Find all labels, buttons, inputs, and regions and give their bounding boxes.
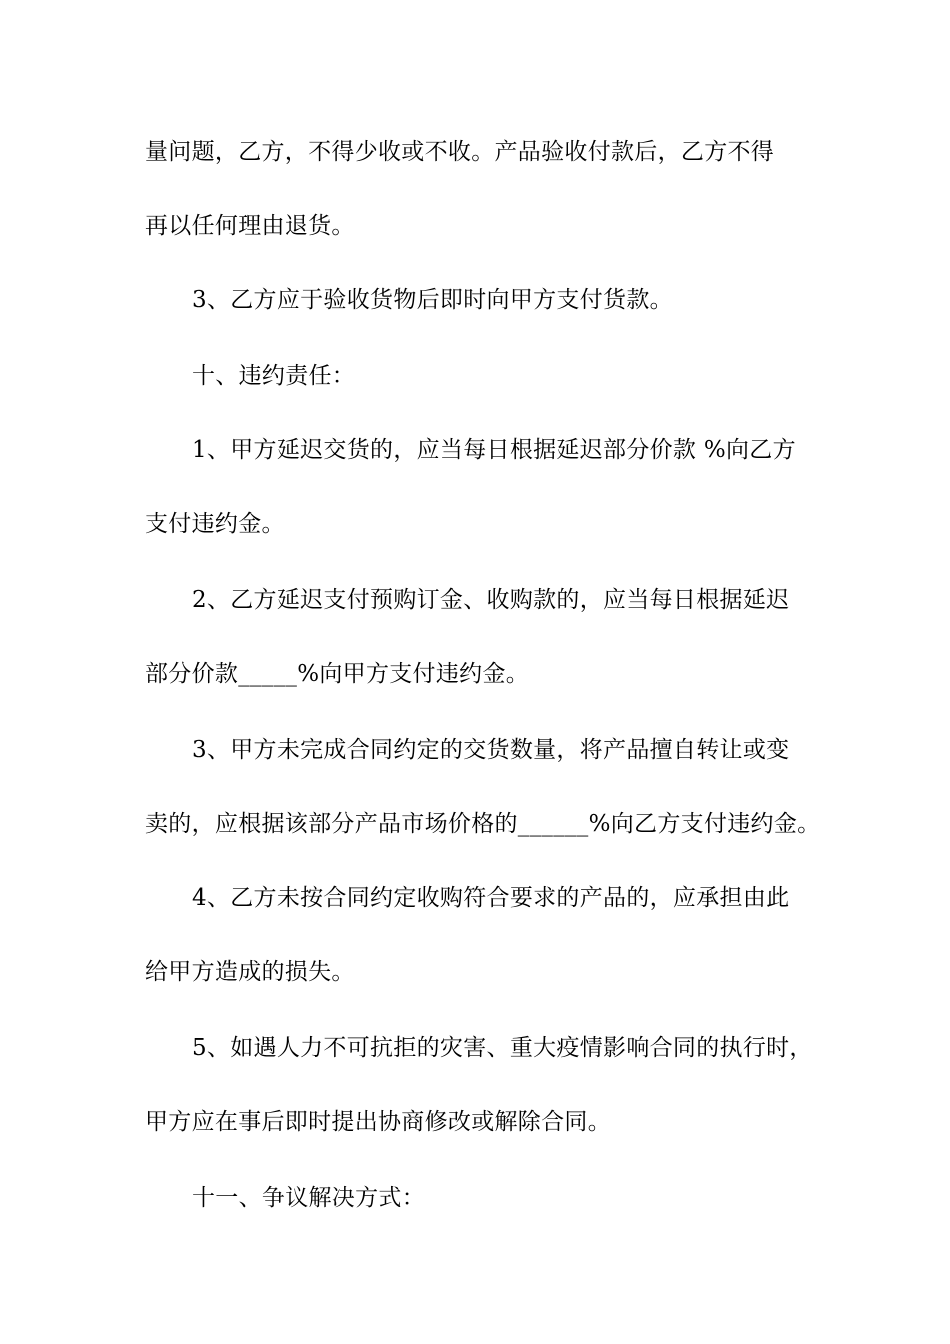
clause-2-late-payment: 2、乙方延迟支付预购订金、收购款的，应当每日根据延迟 [192, 587, 790, 613]
text-line: 给甲方造成的损失。 [145, 959, 355, 985]
text-line: 支付违约金。 [145, 511, 285, 537]
clause-5-force-majeure: 5、如遇人力不可抗拒的灾害、重大疫情影响合同的执行时， [192, 1035, 813, 1061]
text-line: 再以任何理由退货。 [145, 213, 355, 239]
clause-4-purchase: 4、乙方未按合同约定收购符合要求的产品的，应承担由此 [192, 885, 790, 911]
text-line: 卖的，应根据该部分产品市场价格的______%向乙方支付违约金。 [145, 811, 821, 837]
clause-3-quantity: 3、甲方未完成合同约定的交货数量，将产品擅自转让或变 [192, 737, 790, 763]
section-heading-liability: 十、违约责任： [192, 363, 356, 389]
text-line: 部分价款_____%向甲方支付违约金。 [145, 661, 530, 687]
text-line: 量问题，乙方，不得少收或不收。产品验收付款后，乙方不得 [145, 139, 775, 165]
section-heading-dispute: 十一、争议解决方式： [192, 1185, 425, 1211]
clause-3-delivery-payment: 3、乙方应于验收货物后即时向甲方支付货款。 [192, 287, 673, 313]
text-line: 甲方应在事后即时提出协商修改或解除合同。 [145, 1109, 611, 1135]
clause-1-late-delivery: 1、甲方延迟交货的，应当每日根据延迟部分价款 %向乙方 [192, 437, 796, 463]
